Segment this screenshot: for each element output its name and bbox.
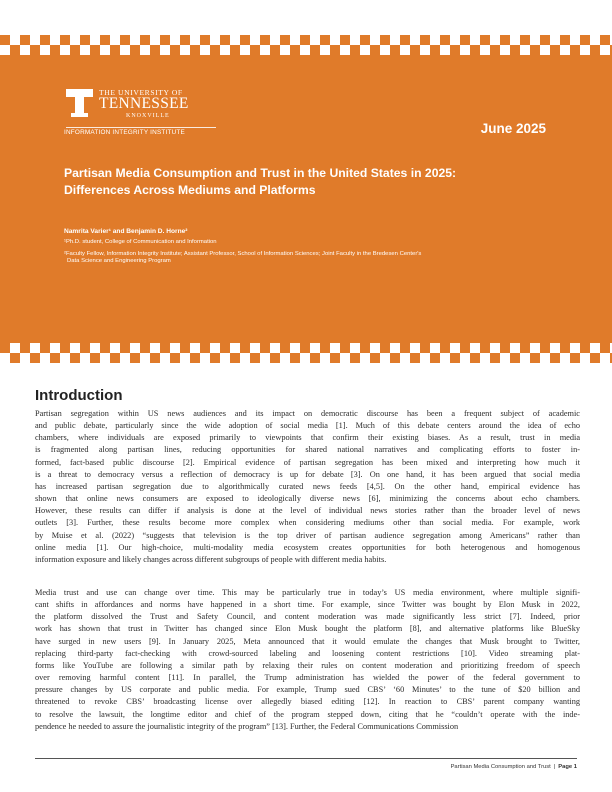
text-line: to resolve the lawsuit, the longtime editor and chief of the program stepped down, citing that he “couldn’t operate with the inde- (35, 709, 580, 719)
affiliation-2-line2: Data Science and Engineering Program (67, 258, 171, 265)
text-line: is fragmented along partisan lines, reducing opportunities for shared national narratives and complicating efforts to foster in- (35, 445, 580, 455)
affiliation-1-text: ¹Ph.D. student, College of Communication and Information (64, 239, 217, 245)
report-title (64, 165, 554, 199)
institute-name: INFORMATION INTEGRITY INSTITUTE (64, 129, 185, 136)
body-paragraph-1 (35, 408, 580, 566)
text-line: forms like YouTube are following a similar path by relaxing their rules on content moderation and prioritizing freedom of speech (35, 660, 580, 670)
institute-divider (66, 127, 216, 128)
affiliation-1 (64, 239, 554, 246)
text-line: shown that online news consumers are exposed to ideologically diverse news [6], minimizing the concerns about echo chambers. (35, 494, 580, 504)
text-line: by Muise et al. (2022) “suggests that television is the top driver of partisan audience segregation among Americans” rather than (35, 530, 580, 540)
text-line: However, these results can differ if analysis is done at the level of individual news stories rather than the broader level of news (35, 506, 580, 516)
university-logo (66, 89, 201, 125)
logo-text-line3: KNOXVILLE (126, 113, 170, 119)
title-banner (0, 55, 612, 343)
author-line: Namrita Varier¹ and Benjamin D. Horne² (64, 228, 188, 235)
section-heading: Introduction (35, 387, 123, 404)
text-line: information exposure and likely changes across different subgroups of people with different media habits. (35, 554, 387, 564)
power-t-icon (66, 89, 93, 117)
text-line: is a threat to democracy versus a reflection of democracy is up for debate [3]. On one hand, it has been argued that social media (35, 469, 580, 479)
footer-running-title: Partisan Media Consumption and Trust (450, 764, 551, 770)
footer-divider (35, 758, 577, 759)
footer-separator: | (553, 764, 556, 770)
text-line: online media [1]. Our high-choice, multi-modality media ecosystem creates opportunities for both heterogenous and homogenous (35, 542, 580, 552)
text-line: chambers, where individuals are exposed primarily to viewpoints that confirm their existing biases. As a result, trust in media (35, 433, 580, 443)
text-line: pressure changes by US corporate and public media. For example, Trump sued CBS’ ‘60 Minutes’ to the tune of $20 billion and (35, 685, 580, 695)
text-line: outlets [3]. Further, these results become more complex when considering mediums other than social media. For example, work (35, 518, 580, 528)
publication-date: June 2025 (480, 121, 546, 136)
report-title-line2: Differences Across Mediums and Platforms (64, 183, 316, 197)
page-footer (451, 764, 577, 770)
text-line: formed, fact-based public discourse [2]. Empirical evidence of partisan segregation has been mixed and interpreting how much it (35, 457, 580, 467)
body-paragraph-2 (35, 587, 580, 733)
text-line: Media trust and use can change over time. This may be particularly true in today’s US media environment, where multiple signifi- (35, 588, 580, 597)
text-line: pendence he needed to assure the journalistic integrity of the program” [13]. Further, the Federal Communications Commission (35, 721, 459, 731)
text-line: work has shown that trust in Twitter has changed since Elon Musk bought the platform [8], and alternative platforms like BlueSky (35, 624, 580, 634)
page-number: Page 1 (558, 764, 577, 770)
checker-border-top (0, 35, 612, 55)
logo-text-line2: TENNESSEE (99, 95, 189, 112)
affiliation-2 (64, 251, 554, 266)
report-title-line1: Partisan Media Consumption and Trust in the United States in 2025: (64, 166, 457, 180)
text-line: cant shifts in affordances and norms have happened in a short time. For example, since Twitter was bought by Elon Musk in 2022, (35, 600, 580, 610)
text-line: have surged in new users [9]. In January 2025, Meta announced that it would emulate the changes that Musk brought to Twitter, (35, 636, 580, 646)
text-line: has increased partisan segregation due to algorithmically curated news feeds [4,5]. On the other hand, empirical evidence has (35, 481, 580, 491)
text-line: Partisan segregation within US news audiences and its impact on democratic discourse has been a frequent subject of academic (35, 409, 580, 418)
checker-border-bottom (0, 343, 612, 363)
logo-text-line1: THE UNIVERSITY OF (99, 88, 183, 97)
text-line: threatened to revoke CBS’ broadcasting license over allegedly biased editing [12]. In reaction to CBS’ parent company wanting (35, 697, 580, 707)
text-line: the platform dissolved the Trust and Safety Council, and content moderation was made significantly less strict [7]. Indeed, prior (35, 612, 580, 622)
text-line: over removing harmful content [11]. In parallel, the Trump administration has wielded the power of the federal government to (35, 673, 580, 683)
affiliation-2-line1: ²Faculty Fellow, Information Integrity Institute; Assistant Professor, School of Information Sciences; Joint Faculty in the Bredesen Center's (64, 251, 422, 257)
text-line: replacing third-party fact-checking with crowd-sourced labeling and loosening content restrictions [10]. Video streaming plat- (35, 648, 580, 658)
text-line: and public debate, particularly since the wide adoption of social media [1]. Much of this debate centers around the idea of echo (35, 421, 580, 431)
